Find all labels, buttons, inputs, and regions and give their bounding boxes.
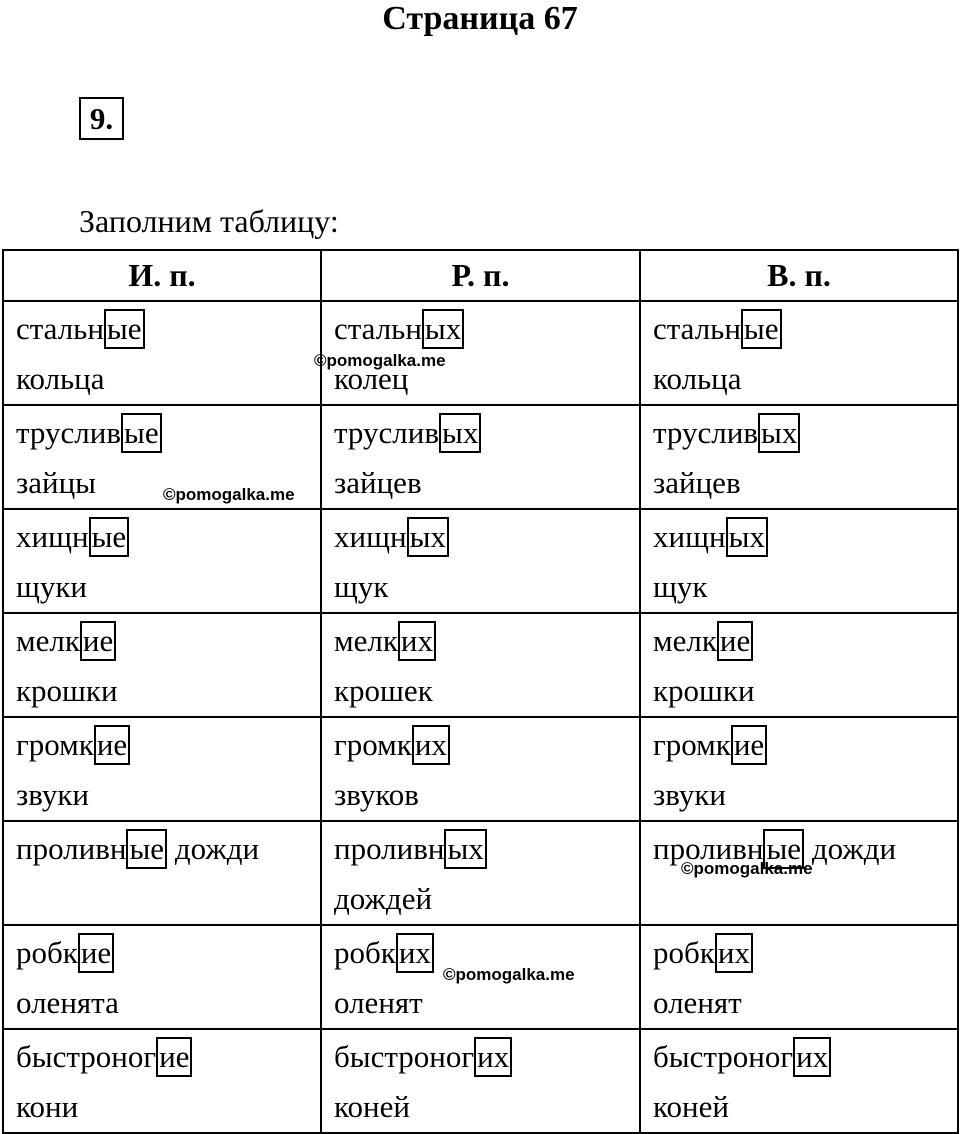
adjective-ending-box: ых (758, 413, 800, 453)
adjective-ending-box: ых (444, 829, 486, 869)
adjective-stem: труслив (653, 415, 758, 450)
adjective-stem: хищн (334, 519, 407, 554)
adjective-ending-box: их (474, 1037, 512, 1077)
adjective-ending-box: ые (89, 517, 130, 557)
adjective-stem: мелк (653, 623, 717, 658)
adjective-line (16, 408, 308, 458)
adjective-line (653, 512, 945, 562)
adjective-line (16, 1032, 308, 1082)
adjective-ending-box: ие (94, 725, 130, 765)
noun-line: крошек (334, 673, 433, 708)
adjective-line (16, 720, 308, 770)
adjective-ending-box: их (715, 933, 753, 973)
watermark: ©pomogalka.me (443, 965, 575, 984)
header-genitive: Р. п. (321, 250, 640, 301)
noun-line: оленята (16, 985, 119, 1020)
adjective-ending-box: ые (741, 309, 782, 349)
adjective-ending-box: ые (126, 829, 167, 869)
adjective-line (653, 1032, 945, 1082)
adjective-stem: робк (653, 935, 715, 970)
adjective-ending-box: ие (717, 621, 753, 661)
adjective-stem: быстроног (334, 1039, 475, 1074)
table-cell (3, 925, 321, 1029)
table-header-row (3, 250, 958, 301)
adjective-ending-box: их (412, 725, 450, 765)
adjective-line (334, 824, 627, 874)
table-row (3, 821, 958, 925)
adjective-stem: мелк (334, 623, 398, 658)
noun-line: звуки (16, 777, 89, 812)
noun-line: кони (16, 1089, 79, 1124)
adjective-line (334, 720, 627, 770)
table-cell (640, 301, 958, 405)
adjective-ending-box: ых (439, 413, 481, 453)
noun-line: оленят (653, 985, 742, 1020)
noun-inline: дожди (804, 831, 897, 866)
noun-line: оленят (334, 985, 423, 1020)
adjective-stem: стальн (653, 311, 741, 346)
table-cell (640, 405, 958, 509)
adjective-ending-box: их (396, 933, 434, 973)
noun-line: зайцы (16, 465, 97, 500)
noun-line: звуки (653, 777, 726, 812)
adjective-stem: робк (16, 935, 78, 970)
watermark: ©pomogalka.me (163, 485, 295, 504)
table-cell (321, 613, 640, 717)
adjective-stem: стальн (16, 311, 104, 346)
noun-line: колец (334, 361, 409, 396)
table-cell (640, 613, 958, 717)
noun-inline: дожди (167, 831, 260, 866)
table-row (3, 405, 958, 509)
header-accusative: В. п. (640, 250, 958, 301)
page-title: Страница 67 (382, 0, 578, 37)
table-row (3, 717, 958, 821)
table-cell (3, 1029, 321, 1133)
table-cell (321, 1029, 640, 1133)
table-row (3, 509, 958, 613)
intro-text: Заполним таблицу: (79, 203, 339, 239)
table-cell (321, 509, 640, 613)
adjective-stem: стальн (334, 311, 422, 346)
adjective-line (334, 304, 627, 354)
adjective-line (334, 616, 627, 666)
adjective-ending-box: ых (726, 517, 768, 557)
adjective-stem: быстроног (16, 1039, 157, 1074)
noun-line: зайцев (334, 465, 422, 500)
table-cell (640, 717, 958, 821)
noun-line: крошки (653, 673, 755, 708)
noun-line: коней (334, 1089, 410, 1124)
adjective-line (653, 720, 945, 770)
table-row (3, 1029, 958, 1133)
noun-line: звуков (334, 777, 419, 812)
noun-line: крошки (16, 673, 118, 708)
adjective-stem: громк (16, 727, 94, 762)
adjective-line (16, 928, 308, 978)
noun-line: дождей (334, 881, 433, 916)
header-nominative: И. п. (3, 250, 321, 301)
adjective-ending-box: ых (407, 517, 449, 557)
adjective-stem: проливн (334, 831, 445, 866)
noun-line: коней (653, 1089, 729, 1124)
noun-line: щук (653, 569, 708, 604)
table-cell (321, 405, 640, 509)
adjective-line (16, 616, 308, 666)
case-table (2, 249, 959, 1134)
adjective-ending-box: ые (121, 413, 162, 453)
adjective-ending-box: ие (156, 1037, 192, 1077)
adjective-ending-box: ых (422, 309, 464, 349)
adjective-stem: труслив (334, 415, 439, 450)
adjective-stem: хищн (653, 519, 726, 554)
adjective-ending-box: ые (104, 309, 145, 349)
adjective-line (16, 304, 308, 354)
noun-line: щук (334, 569, 389, 604)
adjective-ending-box: ие (80, 621, 116, 661)
adjective-ending-box: ие (78, 933, 114, 973)
task-number-box: 9. (79, 97, 124, 140)
adjective-line (653, 928, 945, 978)
adjective-stem: быстроног (653, 1039, 794, 1074)
adjective-line (653, 616, 945, 666)
adjective-ending-box: ие (731, 725, 767, 765)
watermark: ©pomogalka.me (314, 351, 446, 370)
adjective-stem: проливн (653, 831, 764, 866)
adjective-stem: труслив (16, 415, 121, 450)
adjective-stem: мелк (16, 623, 80, 658)
table-cell (3, 613, 321, 717)
adjective-line (334, 512, 627, 562)
adjective-line (653, 304, 945, 354)
table-cell (640, 925, 958, 1029)
table-cell (3, 301, 321, 405)
table-cell (3, 821, 321, 925)
table-row (3, 301, 958, 405)
noun-line: зайцев (653, 465, 741, 500)
table-row (3, 613, 958, 717)
adjective-line (16, 824, 308, 874)
table-cell (321, 717, 640, 821)
table-cell (640, 509, 958, 613)
adjective-line (334, 1032, 627, 1082)
adjective-line (334, 408, 627, 458)
adjective-ending-box: ые (763, 829, 804, 869)
watermark: ©pomogalka.me (681, 859, 813, 878)
adjective-ending-box: их (793, 1037, 831, 1077)
adjective-line (653, 408, 945, 458)
adjective-stem: громк (653, 727, 731, 762)
noun-line: кольца (16, 361, 105, 396)
adjective-ending-box: их (398, 621, 436, 661)
table-cell (640, 1029, 958, 1133)
adjective-stem: громк (334, 727, 412, 762)
table-cell (321, 821, 640, 925)
adjective-line (16, 512, 308, 562)
adjective-stem: робк (334, 935, 396, 970)
adjective-stem: проливн (16, 831, 127, 866)
noun-line: щуки (16, 569, 88, 604)
table-cell (3, 509, 321, 613)
adjective-stem: хищн (16, 519, 89, 554)
table-cell (3, 717, 321, 821)
noun-line: кольца (653, 361, 742, 396)
